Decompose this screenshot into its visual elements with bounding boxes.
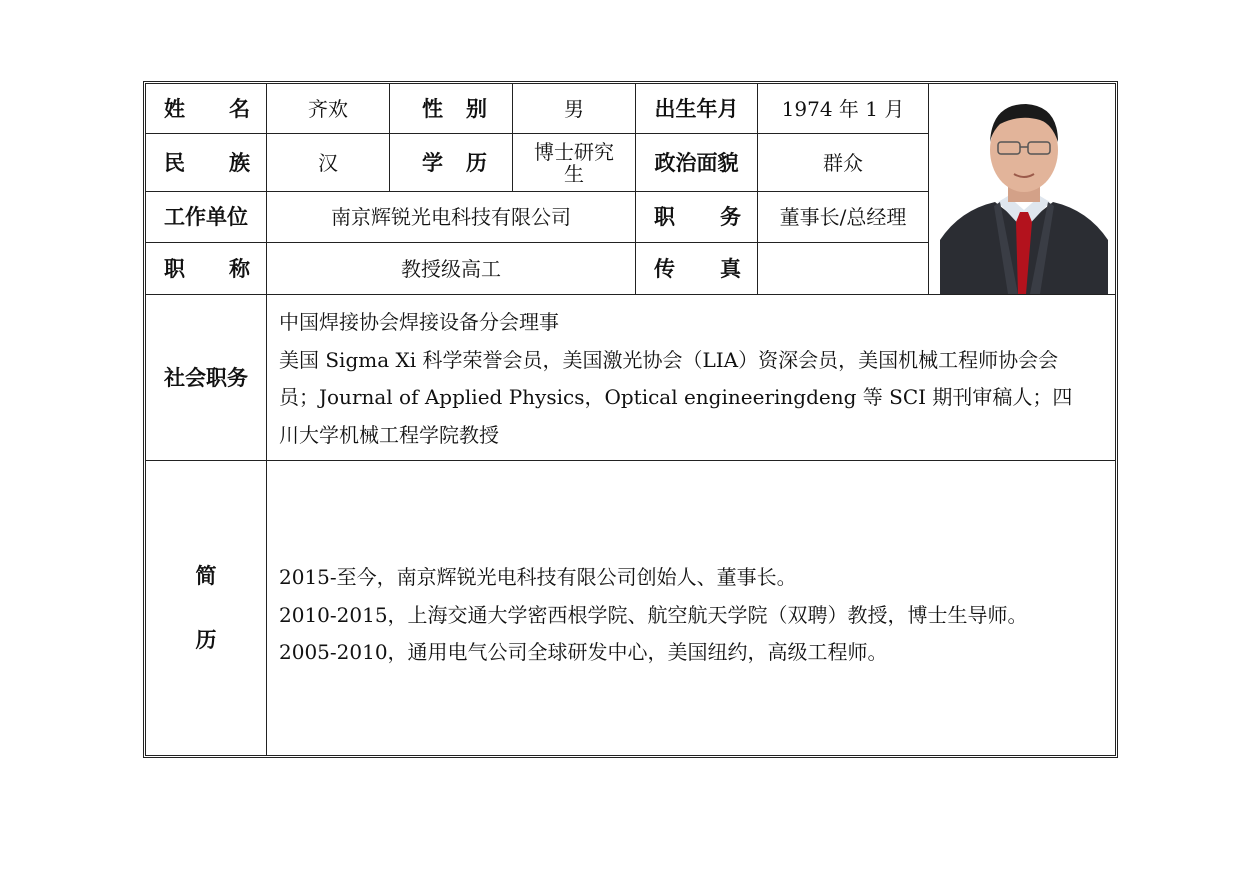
social-label: 社会职务 [164,365,248,390]
name-value: 齐欢 [308,96,348,121]
education-value-line: 博士研究 [534,139,614,164]
political-value: 群众 [823,150,863,175]
birth-label: 出生年月 [654,96,739,121]
ethnicity-value: 汉 [318,150,338,175]
name-label: 姓 名 [164,96,250,121]
resume-line: 2005-2010，通用电气公司全球研发中心，美国纽约，高级工程师。 [279,640,888,664]
gender-label: 性 别 [422,96,487,121]
resume-content [279,559,1114,672]
social-line: 川大学机械工程学院教授 [279,422,499,447]
portrait-photo [940,90,1108,294]
fax-value [758,243,928,294]
grid-line [146,460,1115,461]
position-label: 职 务 [654,205,741,229]
birth-value: 1974 年 1 月 [781,96,905,121]
education-label: 学 历 [422,150,487,175]
resume-line: 2015-至今，南京辉锐光电科技有限公司创始人、董事长。 [279,565,797,589]
title-label: 职 称 [164,256,250,281]
ethnicity-label: 民 族 [164,150,250,175]
resume-label: 简 历 [195,564,217,652]
grid-line [146,294,1115,295]
title-value: 教授级高工 [401,256,501,281]
political-label: 政治面貌 [654,150,739,175]
resume-line: 2010-2015，上海交通大学密西根学院、航空航天学院（双聘）教授，博士生导师。 [279,602,1028,627]
employer-value: 南京辉锐光电科技有限公司 [331,205,571,229]
social-line: 中国焊接协会焊接设备分会理事 [279,310,559,334]
social-line: 员；Journal of Applied Physics，Optical engineeringdeng 等 SCI 期刊审稿人；四 [279,385,1073,409]
grid-line [928,84,929,294]
education-value-line: 生 [564,161,584,186]
personal-info-form [143,81,1118,758]
position-value: 董事长/总经理 [779,205,907,229]
social-content [279,304,1114,454]
portrait-figure [940,90,1108,294]
fax-label: 传 真 [654,256,741,281]
social-line: 美国 Sigma Xi 科学荣誉会员，美国激光协会（LIA）资深会员，美国机械工程师协会会 [279,347,1059,372]
employer-label: 工作单位 [164,205,248,229]
education-value [513,134,635,191]
gender-value: 男 [564,96,584,121]
